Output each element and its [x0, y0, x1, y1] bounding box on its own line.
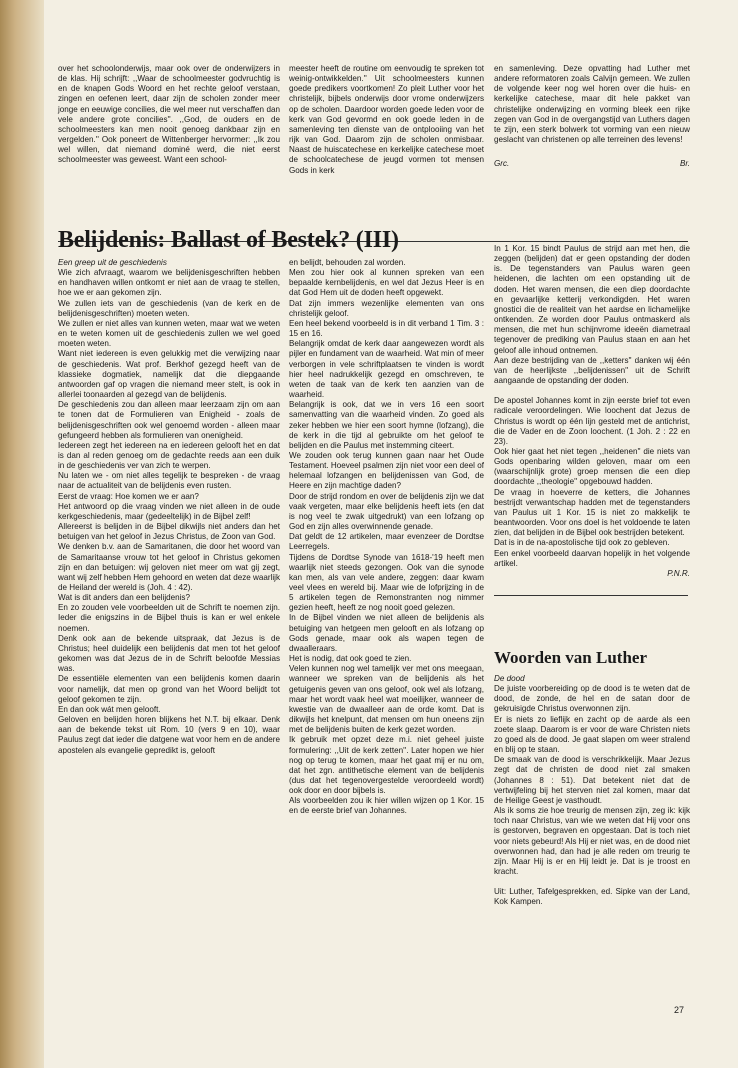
paragraph: Tijdens de Dordtse Synode van 1618-'19 heeft men waarlijk niet steeds gezongen. Ook van die synode kan men, als van vele andere, zeggen: daar kwam veel vlees en wereld bij. Maar wie de lofprijzing in de 5 artikelen tegen de Remonstranten nog nimmer gezien heeft, heeft ze nog nooit goed gelezen. — [289, 552, 484, 613]
paragraph: Belangrijk omdat de kerk daar aangewezen wordt als pijler en fundament van de waarheid. Wat min of meer verborgen in vele schriftplaatsen te vinden is wordt hier heel nadrukkelijk gezegd en omschreven, te weten de taak van de kerk ten aanzien van de waarheid. — [289, 339, 484, 400]
paragraph: en belijdt, behouden zal worden. — [289, 258, 406, 267]
paragraph: Ook hier gaat het niet tegen ,,heidenen'' die niets van Gods openbaring wilden geloven, maar om een (waarschijnlijk grote) groep mensen die een diep doordachte ,,theologie'' opgebouwd hadden. — [494, 446, 690, 487]
article-column-2 — [289, 258, 484, 817]
paragraph: Wie zich afvraagt, waarom we belijdenisgeschriften hebben en handhaven willen ontkomt er niet aan de vraag te stellen, hoe we er aan gekomen zijn. — [58, 268, 280, 298]
divider-rule-2 — [494, 595, 688, 596]
luther-source: Uit: Luther, Tafelgesprekken, ed. Sipke van der Land, Kok Kampen. — [494, 887, 690, 907]
article-signature: P.N.R. — [667, 568, 690, 578]
luther-subtitle: De dood — [494, 674, 525, 683]
paragraph: In de Bijbel vinden we niet alleen de belijdenis als betuiging van hetgeen men gelooft en als lofzang op Gods genade, maar ook als wapen tegen de dwaalleraars. — [289, 613, 484, 653]
paragraph: Belangrijk is ook, dat we in vers 16 een soort samenvatting van die waarheid vinden. Zo goed als zeker hebben we hier een soort hymne (lofzang), die de kerk in die tijd al gebruikte om het geloof te belijden en die Paulus met instemming citeert. — [289, 400, 484, 450]
article-column-3 — [494, 244, 690, 579]
paragraph: De smaak van de dood is verschrikkelijk. Maar Jezus zegt dat de christen de dood niet zal smaken (Johannes 8 : 51). Dat betekent niet dat de vertwijfeling bij het sterven niet zal komen, maar dat de Heilige Geest je vasthoudt. — [494, 755, 690, 805]
paragraph: Nu laten we - om niet alles tegelijk te bespreken - de vraag naar de actualiteit van de belijdenis even rusten. — [58, 471, 280, 491]
binding-gutter — [0, 0, 44, 1068]
paragraph: Dat is in de na-apostolische tijd ook zo gebleven. — [494, 538, 670, 548]
luther-title: Woorden van Luther — [494, 648, 648, 667]
paragraph: Men zou hier ook al kunnen spreken van een bepaalde kernbelijdenis, en wel dat Jezus Heer is en dat God Hem uit de doden heeft opgewekt. — [289, 268, 484, 298]
paragraph: Geloven en belijden horen blijkens het N.T. bij elkaar. Denk aan de bekende tekst uit Rom. 10 (vers 9 en 10), waar Paulus zegt dat ieder die datgene wat voor hem en de andere apostelen als evangelie gepredikt is, gelooft — [58, 715, 280, 755]
paragraph: Want niet iedereen is even gelukkig met die verwijzing naar de geschiedenis. Wat prof. Berkhof gezegd heeft van de klassieke dogmatiek, namelijk dat die diepgaande antwoorden gaf op vragen die niemand meer stelt, is ook in allerlei toonaarden al gezegd van de belijdenis. — [58, 349, 280, 400]
paragraph: Het is nodig, dat ook goed te zien. — [289, 654, 412, 664]
top-signature: Grc. Br. — [494, 159, 690, 169]
paragraph: Een enkel voorbeeld daarvan hopelijk in het volgende artikel. — [494, 548, 690, 568]
paragraph: De geschiedenis zou dan alleen maar leerzaam zijn om aan te tonen dat de Formulieren van Enigheid - zoals de belijdenisgeschriften ook wel genoemd worden - alleen maar gefungeerd hebben als formulieren van onenigheid. — [58, 400, 280, 440]
paragraph: In 1 Kor. 15 bindt Paulus de strijd aan met hen, die zeggen (belijden) dat er geen opstanding der doden is. De tegenstanders van Paulus waren geen heidenen, die lachten om een opstanding uit de doden. Het waren mensen, die een diep doordachte en gevaarlijke ketterij verkondigden. Het waren gnostici die de realiteit van het aardse en lichamelijke ontkenden. Ze worden door Paulus ontmaskerd als mensen, die met hun schijnvrome ideeën diametraal tegenover de prediking van Paulus staan en aan het geloof alle inhoud ontnemen. — [494, 244, 690, 355]
paragraph: Aan deze bestrijding van de ,,ketters'' danken wij één van de heerlijkste ,,belijdenissen'' uit de Schrift aangaande de opstanding der doden. — [494, 355, 690, 386]
paragraph: We zullen iets van de geschiedenis (van de kerk en de belijdenisgeschriften) moeten weten. — [58, 298, 280, 318]
luther-box — [494, 648, 690, 907]
top-column-2: meester heeft de routine om eenvoudig te spreken tot weinig-ontwikkelden.'' Uit schoolmeesters kunnen goede predikers voortkomen! Zo pleit Luther voor het christelijk, bijbels onderwijs door vrome onderwijzers op de scholen. Daardoor worden goede leden voor de kerk van God gevormd en ook goede leden in de samenleving ten dienste van de ontplooiing van het rijk van God. Daarom zijn de scholen onmisbaar. Naast de huiscatechese en kerkelijke catechese moet de schoolcatechese de jeugd vormen tot mensen Gods in kerk — [289, 64, 484, 175]
paragraph: Als voorbeelden zou ik hier willen wijzen op 1 Kor. 15 en de eerste brief van Johannes. — [289, 796, 484, 816]
paragraph: De essentiële elementen van een belijdenis komen daarin voor namelijk, dat men op grond van het Woord belijdt tot geloof gekomen te zijn. — [58, 674, 280, 704]
article-column-1 — [58, 258, 280, 756]
paragraph: Dat geldt de 12 artikelen, maar evenzeer de Dordtse Leerregels. — [289, 532, 484, 552]
paragraph: We denken b.v. aan de Samaritanen, die door het woord van de Samaritaanse vrouw tot het geloof in Christus gekomen zijn en dan betuigen: wij geloven niet meer om wat gij zegt, want wij zelf hebben Hem gehoord en weten dat deze waarlijk de Heiland der wereld is (Joh. 4 : 42). — [58, 542, 280, 592]
paragraph: De juiste voorbereiding op de dood is te weten dat de dood, de zonde, de hel en de satan door de gekruisigde Christus overwonnen zijn. — [494, 684, 690, 714]
paragraph: Door de strijd rondom en over de belijdenis zijn we dat vaak vergeten, maar elke belijdenis heeft iets (en dat is nog veel te zwak uitgedrukt) van een lofzang op God en zijn alles overwinnende genade. — [289, 491, 484, 532]
paragraph: Iedereen zegt het iedereen na en iedereen gelooft het en dat is dan al reden genoeg om de gedachte reeds aan een duik in de geschiedenis ver van zich te werpen. — [58, 440, 280, 471]
paragraph — [494, 386, 690, 396]
article-subtitle: Een greep uit de geschiedenis — [58, 258, 167, 267]
paragraph: En dan ook wát men gelooft. — [58, 704, 161, 714]
paragraph: Eerst de vraag: Hoe komen we er aan? — [58, 491, 199, 501]
paragraph: Wat is dit anders dan een belijdenis? — [58, 593, 190, 603]
paragraph: Er is niets zo lieflijk en zacht op de aarde als een zoete slaap. Daarom is er voor de ware Christen niets zo goed als de dood. Je gaat slapen om weer stralend en blij op te staan. — [494, 714, 690, 755]
article-title: Belijdenis: Ballast of Bestek? (III) — [58, 227, 399, 253]
paragraph: Dat zijn immers wezenlijke elementen van ons christelijk geloof. — [289, 298, 484, 318]
paragraph: De vraag in hoeverre de ketters, die Johannes bestrijdt verwantschap hadden met de tegenstanders van Paulus uit 1 Kor. 15 is niet zo makkelijk te beantwoorden. Voor ons doel is het voldoende te laten zien, dat belijden in de Bijbel ook bestrijden betekent. — [494, 487, 690, 538]
paragraph: En zo zouden vele voorbeelden uit de Schrift te noemen zijn. Ieder die enigszins in de Bijbel thuis is kan er wel enkele noemen. — [58, 603, 280, 633]
top-column-1: over het schoolonderwijs, maar ook over de onderwijzers in de klas. Hij schrijft: ,,Waar de schoolmeester godvruchtig is en de knapen Gods Woord en het rechte geloof verstaan, zingen en oefenen leert, daar zijn de scholen zonder meer jonge en eeuwige concilies, die wel meer nut verschaffen dan vele andere grote concilies''. ,,God, de ouders en de schoolmeesters kan men nooit genoeg dankbaar zijn en vergelden.'' Ook poneert de Wittenberger hervormer: ,,Ik zou wel willen, dat niemand dominé werd, die niet eerst schoolmeester was geweest. Want een school- — [58, 64, 280, 165]
paragraph: De apostel Johannes komt in zijn eerste brief tot even radicale veroordelingen. Wie loochent dat Jezus de Christus is wordt op één lijn gesteld met de antichrist, die de Vader en de Zoon loochent. (1 Joh. 2 : 22 en 23). — [494, 396, 690, 446]
top-column-3: en samenleving. Deze opvatting had Luther met andere reformatoren zoals Calvijn gemeen. We zullen de volgende keer nog wel horen over die huis- en kerkelijke catechese, maar dit hele pakket van christelijke onderwijzing en vorming bleek een rijke zegen van God in de overgangstijd van Luthers dagen te zijn, een sterk bolwerk tot vorming van een nieuw geslacht van christenen op alle terreinen des levens! Grc. Br. — [494, 64, 690, 169]
page-number: 27 — [674, 1005, 685, 1015]
paragraph: Een heel bekend voorbeeld is in dit verband 1 Tim. 3 : 15 en 16. — [289, 318, 484, 339]
paragraph: We zouden ook terug kunnen gaan naar het Oude Testament. Hoeveel psalmen zijn niet voor een deel of helemaal lofzangen en belijdenissen van God, de Heere en zijn machtige daden? — [289, 450, 484, 491]
paragraph: Velen kunnen nog wel tamelijk ver met ons meegaan, wanneer we spreken van de belijdenis als het getuigenis geven van ons geloof, ook wel als lofzang, maar het wordt vaak heel wat moeilijker, wanneer de kwestie van de dwaalleer aan de orde komt. Dat is dikwijls het knelpunt, dat mensen om hun oneens zijn met de belijdenis buiten de kerk gezet worden. — [289, 664, 484, 735]
paragraph: Als ik soms zie hoe treurig de mensen zijn, zeg ik: kijk toch naar Christus, van wie we weten dat Hij voor ons is gestorven, begraven en opgestaan. Dat is toch niet voor niets gebeurd! Als Hij er niet was, en de dood niet overwonnen had, dan had je alle reden om treurig te zijn. Maar Hij is er en Hij leidt je. Dat is je troost en kracht. — [494, 806, 690, 876]
paragraph: Het antwoord op die vraag vinden we niet alleen in de oude kerkgeschiedenis, maar (gedeeltelijk) in de Bijbel zelf! — [58, 501, 280, 521]
paragraph: We zullen er niet alles van kunnen weten, maar wat we weten en te weten komen uit de geschiedenis zullen we wel goed moeten weten. — [58, 318, 280, 349]
paragraph: Allereerst is belijden in de Bijbel dikwijls niet anders dan het betuigen van het geloof in Jezus Christus, de Zoon van God. — [58, 522, 280, 542]
paragraph: Denk ook aan de bekende uitspraak, dat Jezus is de Christus; heel duidelijk een belijdenis dat men tot het geloof gekomen was dat Jezus de in de Schrift beloofde Messias was. — [58, 633, 280, 674]
paragraph: Ik gebruik met opzet deze m.i. niet geheel juiste formulering: ,,Uit de kerk zetten''. Later hopen we hier nog op terug te komen, maar het gaat mij er nu om, dat het zgn. antithetische element van de belijdenis (dus dat het tegenovergestelde veroordeeld wordt) ook door en door bijbels is. — [289, 735, 484, 796]
